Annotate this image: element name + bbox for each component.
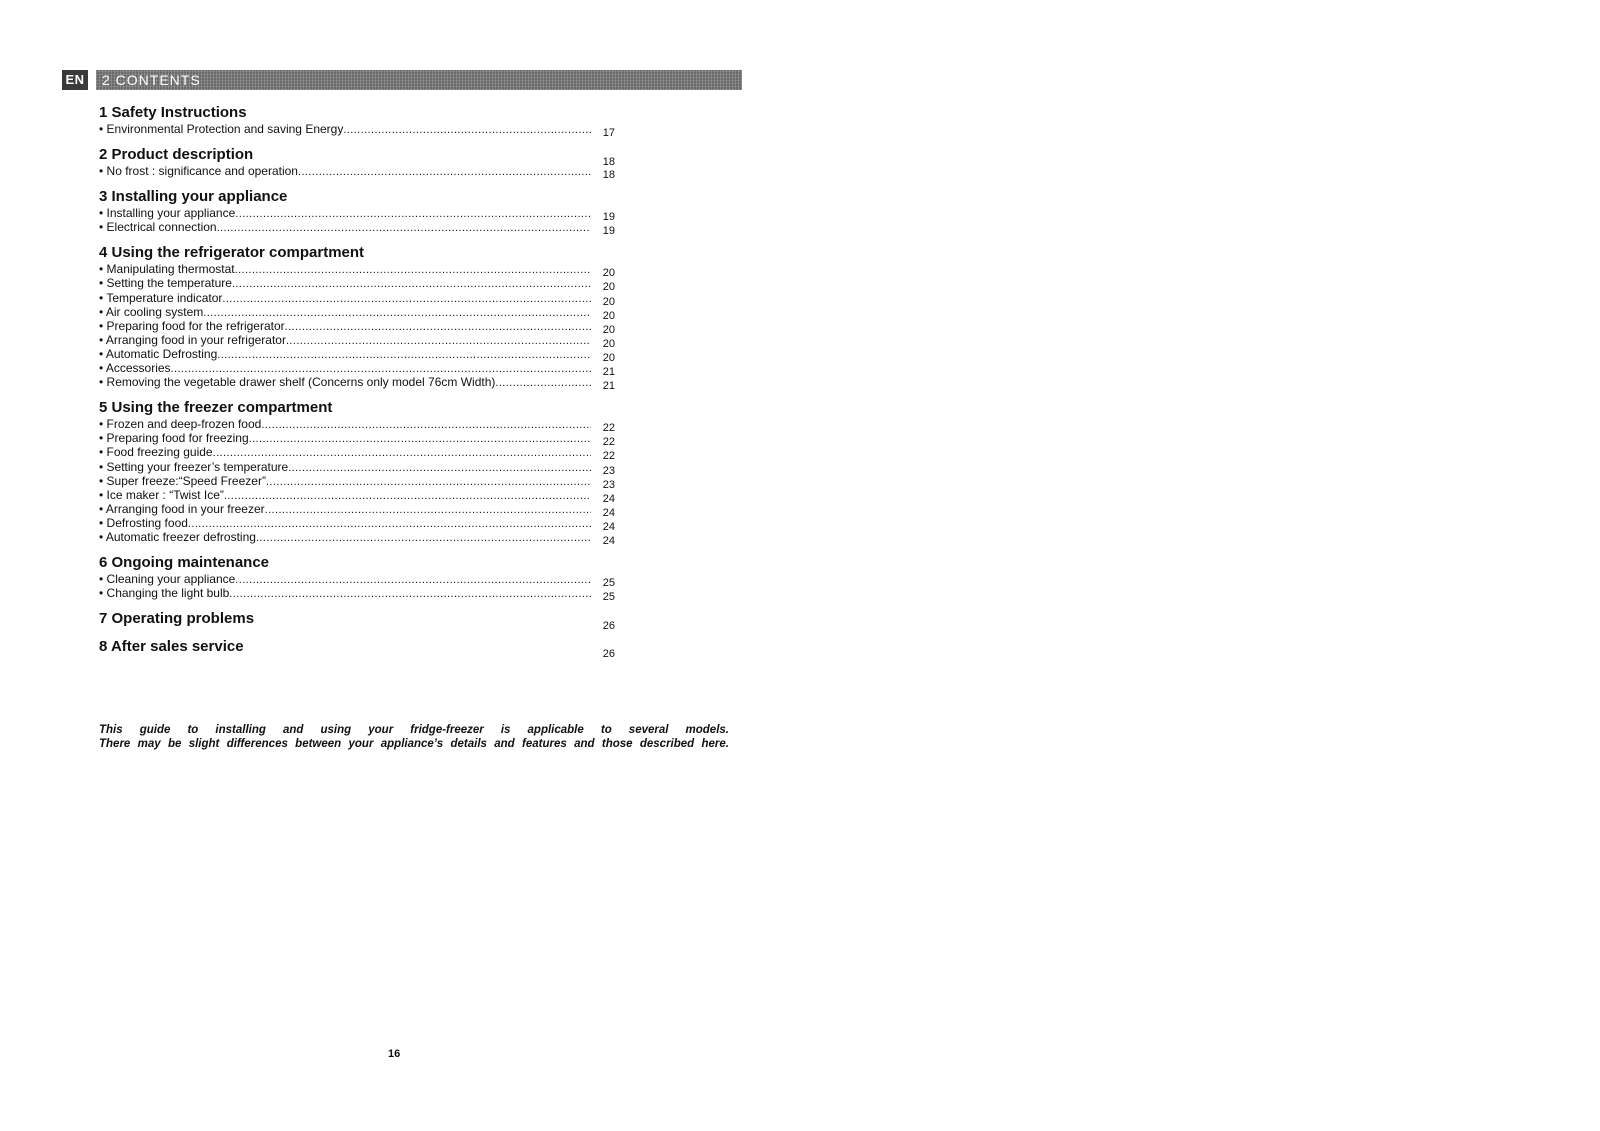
section-page-number: 26 xyxy=(602,620,615,633)
toc-entry-label: • Changing the light bulb xyxy=(99,586,230,601)
toc-entry-page-number: 19 xyxy=(602,225,615,238)
toc-entry-label: • No frost : significance and operation xyxy=(99,164,298,179)
note-line-2: There may be slight differences between your appliance’s details and features and those described here. xyxy=(99,738,729,750)
toc-section-heading[interactable] xyxy=(99,244,615,262)
toc-entry-label: • Setting your freezer’s temperature xyxy=(99,459,289,474)
toc-entry-label: • Preparing food for the refrigerator xyxy=(99,318,285,333)
dot-leader xyxy=(171,362,591,376)
dot-leader xyxy=(222,292,591,306)
toc-entry-page-number: 22 xyxy=(602,422,615,435)
toc-section xyxy=(99,146,615,182)
toc-entry-label: • Cleaning your appliance xyxy=(99,572,236,587)
toc-entry-page-number: 20 xyxy=(602,337,615,350)
toc-entry-label: • Defrosting food xyxy=(99,515,188,530)
toc-section xyxy=(99,554,615,604)
toc-entry-label: • Installing your appliance xyxy=(99,206,236,221)
dot-leader xyxy=(235,263,591,277)
toc-section xyxy=(99,244,615,393)
section-page-number: 26 xyxy=(602,648,615,661)
toc-entry-page-number: 20 xyxy=(602,295,615,308)
toc-entry-page-number: 25 xyxy=(602,577,615,590)
toc-entry-page-number: 20 xyxy=(602,323,615,336)
toc-entry-label: • Automatic Defrosting xyxy=(99,346,218,361)
toc-entry-label: • Electrical connection xyxy=(99,220,217,235)
toc-entry[interactable] xyxy=(99,220,615,238)
dot-leader xyxy=(235,207,591,221)
dot-leader xyxy=(217,348,591,362)
toc-entry[interactable] xyxy=(99,304,615,322)
toc-entry-page-number: 20 xyxy=(602,351,615,364)
toc-entry-page-number: 21 xyxy=(602,380,615,393)
dot-leader xyxy=(266,475,591,489)
section-header-title: 2 CONTENTS xyxy=(102,72,201,88)
toc-entry[interactable] xyxy=(99,276,615,294)
toc-section xyxy=(99,399,615,547)
dot-leader xyxy=(203,306,591,320)
toc-entry-label: • Removing the vegetable drawer shelf (Concerns only model 76cm Width) xyxy=(99,375,496,390)
toc-section xyxy=(99,610,615,633)
toc-entry-page-number: 24 xyxy=(602,520,615,533)
dot-leader xyxy=(495,376,591,390)
dot-leader xyxy=(235,573,591,587)
toc-entry-label: • Automatic freezer defrosting xyxy=(99,529,256,544)
toc-entry-page-number: 20 xyxy=(602,281,615,294)
section-title: 6 Ongoing maintenance xyxy=(99,554,270,572)
toc-entry-page-number: 23 xyxy=(602,478,615,491)
toc-section-heading[interactable] xyxy=(99,610,615,633)
note-line-1: This guide to installing and using your fridge-freezer is applicable to several models. xyxy=(99,724,729,736)
toc-entry-page-number: 22 xyxy=(602,450,615,463)
dot-leader xyxy=(229,587,591,601)
toc-entry-label: • Ice maker : “Twist Ice” xyxy=(99,487,224,502)
toc-entry[interactable] xyxy=(99,417,615,435)
section-title: 7 Operating problems xyxy=(99,610,255,628)
table-of-contents xyxy=(99,104,615,661)
toc-entry-label: • Food freezing guide xyxy=(99,445,213,460)
dot-leader xyxy=(213,446,591,460)
toc-entry[interactable] xyxy=(99,375,615,393)
toc-entry[interactable] xyxy=(99,473,615,491)
toc-entry-page-number: 21 xyxy=(602,366,615,379)
toc-entry[interactable] xyxy=(99,501,615,519)
toc-entry-page-number: 17 xyxy=(602,127,615,139)
toc-entry[interactable] xyxy=(99,445,615,463)
toc-entry[interactable] xyxy=(99,318,615,336)
toc-entry-page-number: 24 xyxy=(602,534,615,547)
section-page-number: 18 xyxy=(602,156,615,169)
dot-leader xyxy=(256,531,591,545)
toc-entry[interactable] xyxy=(99,586,615,604)
dot-leader xyxy=(298,165,591,179)
section-title: 3 Installing your appliance xyxy=(99,188,288,206)
toc-entry[interactable] xyxy=(99,572,615,590)
section-title: 1 Safety Instructions xyxy=(99,104,247,121)
toc-entry-label: • Accessories xyxy=(99,361,171,376)
toc-entry-label: • Environmental Protection and saving Energy xyxy=(99,122,344,136)
toc-entry-label: • Super freeze:“Speed Freezer” xyxy=(99,473,266,488)
applicability-note xyxy=(99,723,729,751)
section-title: 5 Using the freezer compartment xyxy=(99,399,333,417)
dot-leader xyxy=(217,221,591,235)
toc-entry-label: • Preparing food for freezing xyxy=(99,431,249,446)
toc-entry[interactable] xyxy=(99,122,615,139)
toc-section xyxy=(99,104,615,139)
toc-entry-label: • Arranging food in your refrigerator xyxy=(99,332,286,347)
toc-entry[interactable] xyxy=(99,487,615,505)
toc-section-heading[interactable] xyxy=(99,554,615,572)
toc-entry[interactable] xyxy=(99,361,615,379)
toc-entry-page-number: 20 xyxy=(602,309,615,322)
toc-entry[interactable] xyxy=(99,262,615,280)
dot-leader xyxy=(343,123,591,137)
toc-entry-label: • Arranging food in your freezer xyxy=(99,501,265,516)
section-title: 4 Using the refrigerator compartment xyxy=(99,244,365,262)
toc-section-heading[interactable] xyxy=(99,146,615,169)
dot-leader xyxy=(249,432,591,446)
toc-entry-page-number: 19 xyxy=(602,211,615,224)
toc-entry[interactable] xyxy=(99,206,615,224)
dot-leader xyxy=(188,517,591,531)
toc-entry-page-number: 24 xyxy=(602,492,615,505)
toc-entry-page-number: 24 xyxy=(602,506,615,519)
toc-entry-label: • Temperature indicator xyxy=(99,290,223,305)
section-title: 2 Product description xyxy=(99,146,254,164)
toc-entry-label: • Frozen and deep-frozen food xyxy=(99,417,262,432)
toc-section-heading[interactable] xyxy=(99,399,615,417)
section-title: 8 After sales service xyxy=(99,638,244,656)
dot-leader xyxy=(261,418,591,432)
dot-leader xyxy=(285,320,591,334)
toc-entry-page-number: 20 xyxy=(602,267,615,280)
toc-entry-label: • Air cooling system xyxy=(99,304,204,319)
toc-section-heading[interactable] xyxy=(99,104,615,122)
toc-section-heading[interactable] xyxy=(99,188,615,206)
toc-entry[interactable] xyxy=(99,459,615,477)
toc-entry[interactable] xyxy=(99,515,615,533)
toc-section xyxy=(99,638,615,661)
dot-leader xyxy=(286,334,591,348)
dot-leader xyxy=(265,503,591,517)
section-header-bar xyxy=(96,70,742,90)
toc-entry-page-number: 25 xyxy=(602,591,615,604)
toc-entry-page-number: 18 xyxy=(602,169,615,182)
toc-entry[interactable] xyxy=(99,529,615,547)
toc-section-heading[interactable] xyxy=(99,638,615,661)
toc-entry-label: • Setting the temperature xyxy=(99,276,232,291)
toc-entry[interactable] xyxy=(99,346,615,364)
page-number: 16 xyxy=(388,1048,401,1060)
toc-entry-label: • Manipulating thermostat xyxy=(99,262,235,277)
toc-entry[interactable] xyxy=(99,164,615,182)
toc-entry[interactable] xyxy=(99,290,615,308)
dot-leader xyxy=(224,489,591,503)
toc-entry[interactable] xyxy=(99,431,615,449)
toc-entry[interactable] xyxy=(99,332,615,350)
toc-entry-page-number: 22 xyxy=(602,436,615,449)
dot-leader xyxy=(232,277,591,291)
toc-entry-page-number: 23 xyxy=(602,464,615,477)
toc-section xyxy=(99,188,615,238)
language-badge: EN xyxy=(62,70,88,90)
dot-leader xyxy=(288,461,591,475)
